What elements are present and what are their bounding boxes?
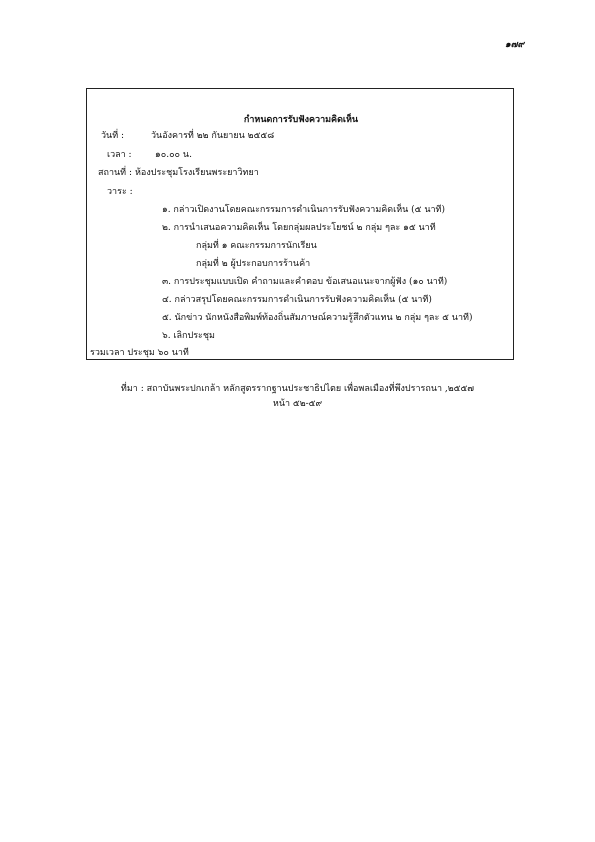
source-pages: หน้า ๕๒-๕๙ — [272, 399, 323, 409]
agenda-subitem-2: กลุ่มที่ ๒ ผู้ประกอบการร้านค้า — [196, 259, 311, 269]
source-citation: ที่มา : สถาบันพระปกเกล้า หลักสูตรรากฐานประชาธิปไตย เพื่อพลเมืองที่พึงปรารถนา ,๒๕๕๗ — [120, 384, 475, 394]
agenda-item-3: ๓. การประชุมแบบเปิด คำถามและคำตอบ ข้อเสนอแนะจากผู้ฟัง (๑๐ นาที) — [162, 277, 448, 287]
agenda-box — [86, 88, 514, 360]
place-label: สถานที่ : — [98, 168, 132, 178]
time-label: เวลา : — [107, 150, 132, 160]
agenda-item-5: ๕. นักข่าว นักหนังสือพิมพ์ท้องถิ่นสัมภาษณ์ความรู้สึกตัวแทน ๒ กลุ่ม ๆละ ๕ นาที) — [162, 313, 473, 323]
agenda-item-1: ๑. กล่าวเปิดงานโดยคณะกรรมการดำเนินการรับฟังความคิดเห็น (๕ นาที) — [162, 205, 445, 215]
agenda-label: วาระ : — [107, 187, 133, 197]
date-value: วันอังคารที่ ๒๒ กันยายน ๒๕๕๘ — [151, 131, 275, 141]
agenda-item-4: ๔. กล่าวสรุปโดยคณะกรรมการดำเนินการรับฟังความคิดเห็น (๕ นาที) — [162, 295, 432, 305]
date-label: วันที่ : — [101, 131, 125, 141]
agenda-item-2: ๒. การนำเสนอความคิดเห็น โดยกลุ่มผลประโยชน์ ๒ กลุ่ม ๆละ ๑๕ นาที — [162, 223, 436, 233]
time-value: ๑๐.๐๐ น. — [155, 150, 192, 160]
agenda-subitem-1: กลุ่มที่ ๑ คณะกรรมการนักเรียน — [196, 241, 317, 251]
agenda-total: รวมเวลา ประชุม ๖๐ นาที — [90, 348, 189, 358]
agenda-item-6: ๖. เลิกประชุม — [162, 331, 215, 341]
agenda-title: กำหนดการรับฟังความคิดเห็น — [243, 115, 359, 125]
page-number: ๑๗๙ — [505, 40, 525, 50]
place-value: ห้องประชุมโรงเรียนพระยาวิทยา — [135, 168, 259, 178]
